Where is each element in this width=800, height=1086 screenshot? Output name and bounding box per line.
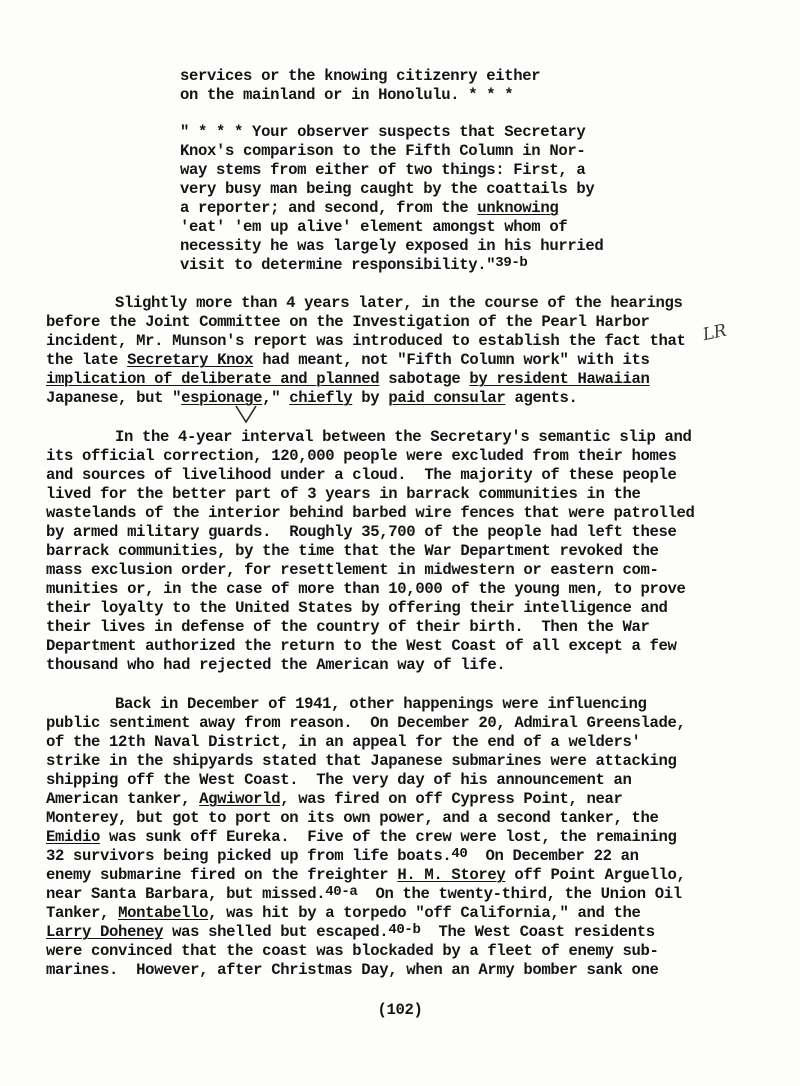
text-segment: was shelled but escaped. — [163, 923, 389, 941]
text-segment: very busy man being caught by the coattails by — [180, 180, 595, 198]
text-segment: Knox's comparison to the Fifth Column in Nor- — [180, 142, 586, 160]
underlined-text: by resident Hawaiian — [469, 370, 650, 388]
paragraph-line — [46, 961, 659, 980]
paragraph-line — [46, 332, 686, 351]
text-segment: on the mainland or in Honolulu. * * * — [180, 86, 514, 104]
quote-line — [180, 86, 513, 105]
text-segment: of the 12th Naval District, in an appeal for the end of a welders' — [46, 733, 641, 751]
paragraph-line — [46, 599, 668, 618]
paragraph-line — [46, 542, 659, 561]
paragraph-line — [46, 809, 659, 828]
quote-line — [180, 237, 603, 256]
text-segment: were convinced that the coast was blockaded by a fleet of enemy sub- — [46, 942, 659, 960]
text-segment: had meant, not "Fifth Column work" with its — [253, 351, 650, 369]
paragraph-line — [46, 523, 677, 542]
text-segment: visit to determine responsibility." — [180, 256, 496, 274]
paragraph-line — [46, 752, 677, 771]
paragraph-line — [46, 942, 659, 961]
quote-line — [180, 67, 540, 86]
paragraph-line — [46, 485, 641, 504]
underlined-text: Agwiworld — [199, 790, 281, 808]
underlined-text: paid consular — [388, 389, 506, 407]
text-segment: On December 22 an — [467, 847, 639, 865]
paragraph-line — [46, 313, 650, 332]
text-segment: by armed military guards. Roughly 35,700 of the people had left these — [46, 523, 677, 541]
paragraph-line — [46, 351, 650, 370]
text-segment: In the 4-year interval between the Secretary's semantic slip and — [115, 428, 692, 446]
text-segment: Monterey, but got to port on its own power, and a second tanker, the — [46, 809, 659, 827]
underlined-text: unknowing — [477, 199, 559, 217]
text-segment: " * * * Your observer suspects that Secretary — [180, 123, 586, 141]
text-segment: The West Coast residents — [420, 923, 655, 941]
quote-line — [180, 218, 567, 237]
paragraph-line — [46, 904, 641, 923]
underlined-text: Emidio — [46, 828, 101, 846]
underlined-text: H. M. Storey — [397, 866, 506, 884]
paragraph-line — [46, 828, 677, 847]
text-segment: agents. — [505, 389, 578, 407]
text-segment: incident, Mr. Munson's report was introduced to establish the fact that — [46, 332, 686, 350]
text-segment: enemy submarine fired on the freighter — [46, 866, 398, 884]
quote-line — [180, 256, 528, 276]
quote-line — [180, 123, 585, 142]
text-segment: a reporter; and second, from the — [180, 199, 478, 217]
text-segment: munities or, in the case of more than 10,000 of the young men, to prove — [46, 580, 686, 598]
text-segment: barrack communities, by the time that the War Department revoked the — [46, 542, 659, 560]
text-segment: mass exclusion order, for resettlement in midwestern or eastern com- — [46, 561, 659, 579]
text-segment: sabotage — [379, 370, 470, 388]
paragraph-line — [46, 714, 686, 733]
paragraph-line — [46, 866, 686, 885]
text-segment: shipping off the West Coast. The very day of his announcement an — [46, 771, 632, 789]
text-segment: Japanese, but " — [46, 389, 182, 407]
text-segment: public sentiment away from reason. On December 20, Admiral Greenslade, — [46, 714, 686, 732]
quote-line — [180, 161, 585, 180]
text-segment: way stems from either of two things: First, a — [180, 161, 586, 179]
text-segment: its official correction, 120,000 people were excluded from their homes — [46, 447, 677, 465]
text-segment: their loyalty to the United States by offering their intelligence and — [46, 599, 668, 617]
paragraph-line — [46, 656, 505, 675]
text-segment: 'eat' 'em up alive' element amongst whom of — [180, 218, 568, 236]
text-segment: Back in December of 1941, other happenings were influencing — [115, 695, 647, 713]
footnote-ref: 39-b — [495, 255, 528, 271]
text-segment: was sunk off Eureka. Five of the crew were lost, the remaining — [100, 828, 677, 846]
footnote-ref: 40-a — [325, 884, 358, 900]
paragraph-line — [46, 790, 623, 809]
text-segment: off Point Arguello, — [505, 866, 686, 884]
text-segment: , was hit by a torpedo "off California," and the — [208, 904, 641, 922]
paragraph-line — [46, 637, 677, 656]
text-segment: services or the knowing citizenry either — [180, 67, 541, 85]
underlined-text: espionage — [181, 389, 263, 407]
text-segment: their lives in defense of the country of their birth. Then the War — [46, 618, 650, 636]
text-segment: Slightly more than 4 years later, in the course of the hearings — [115, 294, 683, 312]
text-segment: ," — [262, 389, 290, 407]
paragraph-line — [46, 504, 695, 523]
text-segment: On the twenty-third, the Union Oil — [357, 885, 682, 903]
paragraph-line — [115, 428, 692, 447]
text-segment: wastelands of the interior behind barbed wire fences that were patrolled — [46, 504, 695, 522]
paragraph-line — [115, 695, 646, 714]
text-segment: American tanker, — [46, 790, 200, 808]
underlined-text: Larry Doheney — [46, 923, 164, 941]
text-segment: lived for the better part of 3 years in barrack communities in the — [46, 485, 641, 503]
paragraph-line — [46, 733, 641, 752]
text-segment: near Santa Barbara, but missed. — [46, 885, 326, 903]
paragraph-line — [46, 370, 650, 389]
text-segment: before the Joint Committee on the Investigation of the Pearl Harbor — [46, 313, 650, 331]
paragraph-line — [46, 923, 655, 943]
text-segment: , was fired on off Cypress Point, near — [280, 790, 623, 808]
text-segment: 32 survivors being picked up from life boats. — [46, 847, 452, 865]
check-mark-icon — [232, 402, 262, 428]
text-segment: the late — [46, 351, 128, 369]
paragraph-line — [115, 294, 683, 313]
footnote-ref: 40-b — [388, 922, 421, 938]
paragraph-line — [46, 771, 632, 790]
paragraph-line — [46, 389, 578, 408]
paragraph-line — [46, 561, 659, 580]
underlined-text: Secretary Knox — [127, 351, 254, 369]
footnote-ref: 40 — [451, 846, 468, 862]
paragraph-line — [46, 466, 677, 485]
quote-line — [180, 142, 585, 161]
paragraph-line — [46, 447, 677, 466]
text-segment: and sources of livelihood under a cloud. The majority of these people — [46, 466, 677, 484]
underlined-text: chiefly — [289, 389, 353, 407]
quote-line — [180, 199, 558, 218]
text-segment: thousand who had rejected the American way of life. — [46, 656, 506, 674]
underlined-text: Montabello — [118, 904, 209, 922]
text-segment: strike in the shipyards stated that Japanese submarines were attacking — [46, 752, 677, 770]
text-segment: Department authorized the return to the West Coast of all except a few — [46, 637, 677, 655]
quote-line — [180, 180, 594, 199]
paragraph-line — [46, 885, 682, 905]
text-segment: Tanker, — [46, 904, 119, 922]
underlined-text: implication of deliberate and planned — [46, 370, 380, 388]
paragraph-line — [46, 580, 686, 599]
paragraph-line — [46, 847, 639, 867]
page-number: (102) — [377, 1001, 423, 1019]
handwritten-margin-note: LR — [701, 320, 729, 346]
paragraph-line — [46, 618, 650, 637]
text-segment: marines. However, after Christmas Day, when an Army bomber sank one — [46, 961, 659, 979]
text-segment: necessity he was largely exposed in his hurried — [180, 237, 604, 255]
text-segment: by — [352, 389, 389, 407]
